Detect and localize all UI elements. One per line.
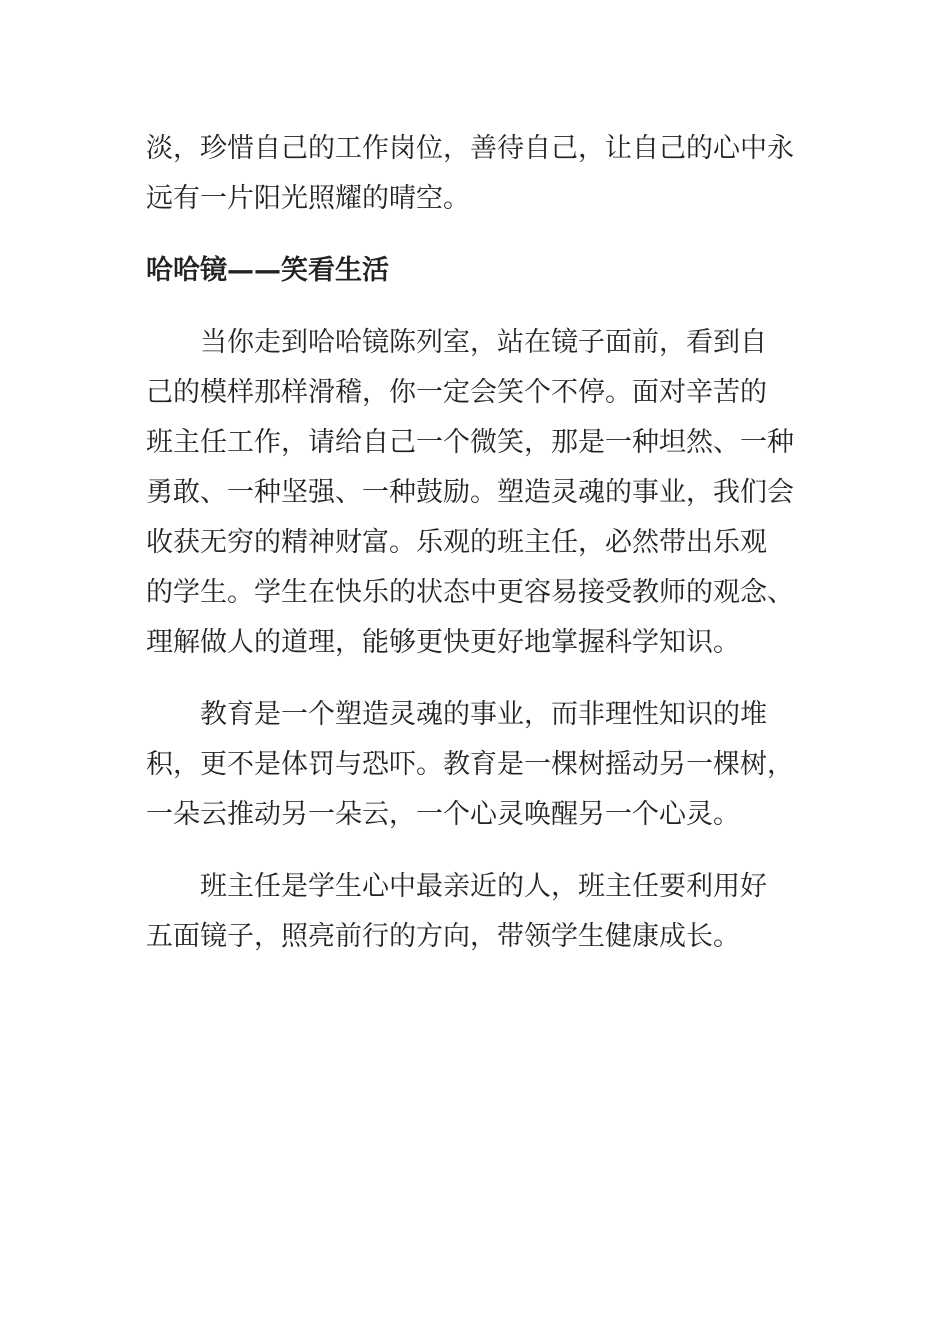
text-line: 勇敢、一种坚强、一种鼓励。塑造灵魂的事业，我们会 (146, 477, 794, 508)
text-line: 当你走到哈哈镜陈列室，站在镜子面前，看到自 (200, 327, 767, 358)
paragraph (146, 318, 826, 668)
paragraph (146, 690, 826, 840)
paragraph-continued (146, 124, 826, 224)
document-body (146, 124, 826, 984)
text-line: 的学生。学生在快乐的状态中更容易接受教师的观念、 (146, 577, 794, 608)
text-line: 积，更不是体罚与恐吓。教育是一棵树摇动另一棵树， (146, 749, 794, 780)
text-line: 一朵云推动另一朵云，一个心灵唤醒另一个心灵。 (146, 799, 740, 830)
text-line: 教育是一个塑造灵魂的事业，而非理性知识的堆 (200, 699, 767, 730)
text-line: 己的模样那样滑稽，你一定会笑个不停。面对辛苦的 (146, 377, 767, 408)
text-line: 淡，珍惜自己的工作岗位，善待自己，让自己的心中永 (146, 133, 794, 164)
text-line: 班主任工作，请给自己一个微笑，那是一种坦然、一种 (146, 427, 794, 458)
text-line: 远有一片阳光照耀的晴空。 (146, 183, 470, 214)
section-heading: 哈哈镜——笑看生活 (146, 255, 389, 286)
text-line: 收获无穷的精神财富。乐观的班主任，必然带出乐观 (146, 527, 767, 558)
text-line: 班主任是学生心中最亲近的人，班主任要利用好 (200, 871, 767, 902)
text-line: 五面镜子，照亮前行的方向，带领学生健康成长。 (146, 921, 740, 952)
paragraph (146, 862, 826, 962)
text-line: 理解做人的道理，能够更快更好地掌握科学知识。 (146, 627, 740, 658)
